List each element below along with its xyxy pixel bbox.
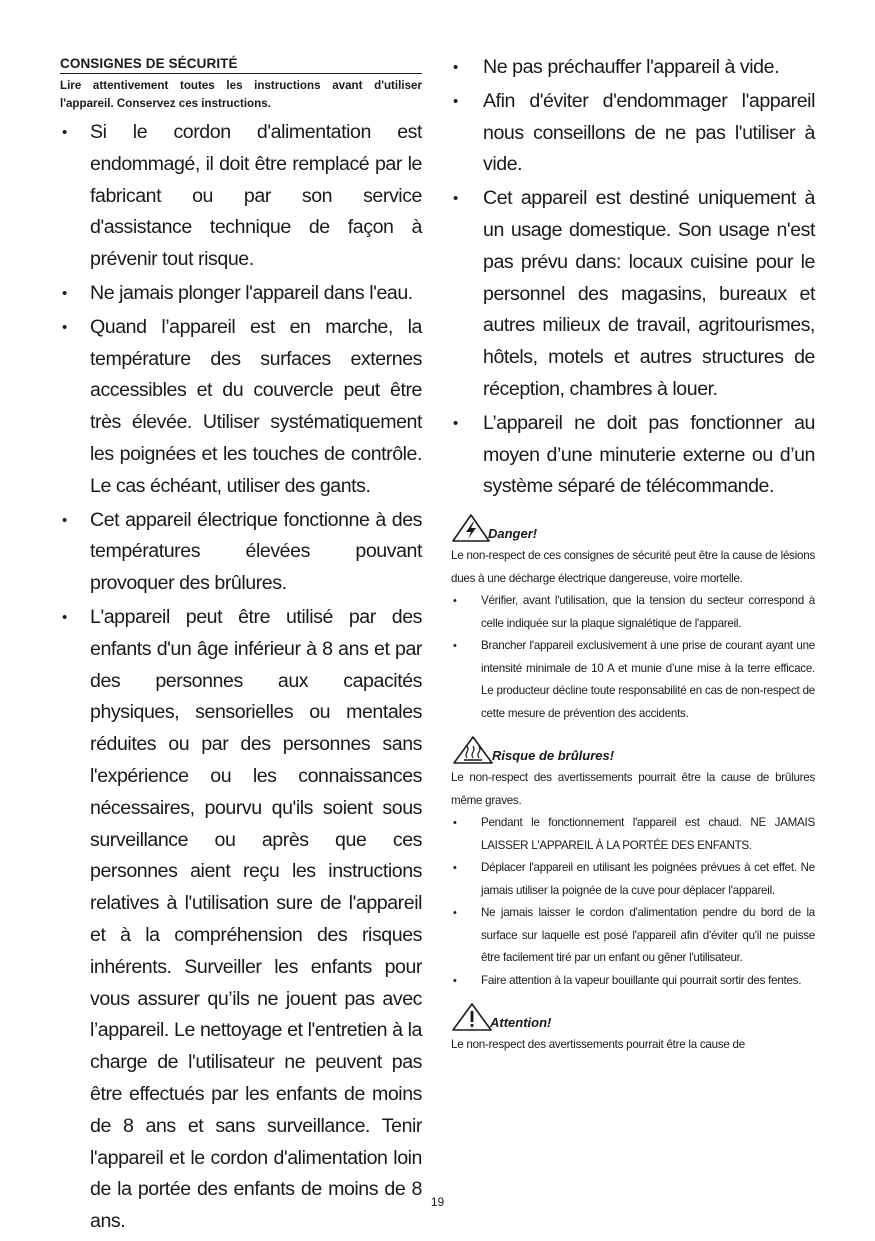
list-item: • Faire attention à la vapeur bouillante qui pourrait sortir des fentes. bbox=[451, 970, 815, 993]
list-item: • Afin d'éviter d'endommager l'appareil nous conseillons de ne pas l'utiliser à vide. bbox=[451, 86, 815, 181]
attention-heading bbox=[451, 998, 815, 1032]
list-item: • L'appareil peut être utilisé par des enfants d'un âge inférieur à 8 ans et par des personnes aux capacités physiques, sensorielles ou mentales réduites ou par des personnes sans l'expérience ou les connaissances nécessaires, pourvu qu'ils soient sous surveillance ou après que ces personnes aient reçu les instructions relatives à l'utilisation sure de l'appareil et à la compréhension des risques inhérents. Surveiller les enfants pour vous assurer qu’ils ne jouent pas avec l’appareil. Le nettoyage et l'entretien à la charge de l'utilisateur ne peuvent pas être effectués par les enfants de moins de 8 ans et sans surveillance. Tenir l'appareil et le cordon d'alimentation loin de la portée des enfants de moins de 8 ans. bbox=[60, 602, 422, 1238]
list-item: • Ne jamais plonger l'appareil dans l'eau. bbox=[60, 278, 422, 310]
danger-label: Danger! bbox=[488, 526, 538, 542]
list-item: • Cet appareil électrique fonctionne à des températures élevées pouvant provoquer des brûlures. bbox=[60, 505, 422, 600]
list-item: • Ne jamais laisser le cordon d'alimentation pendre du bord de la surface sur laquelle est posé l'appareil afin d'éviter qu'il ne puisse être facilement tiré par un enfant ou gêner l'utilisateur. bbox=[451, 902, 815, 970]
exclamation-warning-icon bbox=[451, 1002, 493, 1032]
attention-label: Attention! bbox=[490, 1015, 552, 1031]
bullet: • bbox=[62, 318, 67, 336]
danger-text: Le non-respect de ces consignes de sécurité peut être la cause de lésions dues à une décharge électrique dangereuse, voire mortelle. bbox=[451, 549, 815, 585]
list-item: • Déplacer l'appareil en utilisant les poignées prévues à cet effet. Ne jamais utiliser la poignée de la cuve pour déplacer l'appareil. bbox=[451, 857, 815, 902]
burn-label: Risque de brûlures! bbox=[492, 748, 615, 764]
list-item: • Si le cordon d'alimentation est endommagé, il doit être remplacé par le fabricant ou par son service d'assistance technique de façon à prévenir tout risque. bbox=[60, 117, 422, 276]
section-intro: Lire attentivement toutes les instructions avant d'utiliser l'appareil. Conservez ces instructions. bbox=[60, 79, 422, 110]
bullet: • bbox=[62, 124, 67, 141]
bullet: • bbox=[62, 284, 67, 302]
bullet: • bbox=[453, 414, 458, 432]
list-item: • Ne pas préchauffer l'appareil à vide. bbox=[451, 52, 815, 84]
bullet: • bbox=[453, 595, 457, 608]
right-safety-list bbox=[451, 52, 815, 503]
list-item: • Brancher l'appareil exclusivement à une prise de courant ayant une intensité minimale de 10 A et munie d’une mise à la terre efficace. Le producteur décline toute responsabilité en cas de non-respect de cette mesure de prévention des accidents. bbox=[451, 635, 815, 725]
bullet: • bbox=[453, 640, 457, 653]
burn-text: Le non-respect des avertissements pourrait être la cause de brûlures même graves. bbox=[451, 771, 815, 807]
left-safety-list bbox=[60, 117, 422, 1238]
bullet: • bbox=[453, 862, 457, 875]
bullet: • bbox=[62, 608, 67, 626]
section-title: CONSIGNES DE SÉCURITÉ bbox=[60, 52, 422, 74]
hot-surface-icon bbox=[451, 735, 495, 765]
list-item: • Pendant le fonctionnement l'appareil est chaud. NE JAMAIS LAISSER L'APPAREIL À LA PORTÉE DES ENFANTS. bbox=[451, 812, 815, 857]
bullet: • bbox=[453, 817, 457, 830]
bullet: • bbox=[453, 92, 458, 110]
list-item: • L’appareil ne doit pas fonctionner au moyen d’une minuterie externe ou d’un système séparé de télécommande. bbox=[451, 408, 815, 503]
bullet: • bbox=[453, 974, 457, 987]
electric-hazard-icon bbox=[451, 513, 491, 543]
list-item: • Vérifier, avant l'utilisation, que la tension du secteur correspond à celle indiquée sur la plaque signalétique de l'appareil. bbox=[451, 590, 815, 635]
page-number: 19 bbox=[430, 1195, 445, 1209]
bullet: • bbox=[453, 190, 458, 208]
bullet: • bbox=[453, 59, 458, 76]
right-column bbox=[451, 52, 815, 1057]
burn-list bbox=[451, 812, 815, 992]
danger-heading bbox=[451, 509, 815, 543]
list-item: • Quand l’appareil est en marche, la température des surfaces externes accessibles et du couvercle peut être très élevée. Utiliser systématiquement les poignées et les touches de contrôle. Le cas échéant, utiliser des gants. bbox=[60, 312, 422, 503]
bullet: • bbox=[62, 511, 67, 529]
burn-heading bbox=[451, 731, 815, 765]
list-item: • Cet appareil est destiné uniquement à un usage domestique. Son usage n'est pas prévu dans: locaux cuisine pour le personnel des magasins, bureaux et autres milieux de travail, agritourismes, hôtels, motels et autres structures de réception, chambres à louer. bbox=[451, 183, 815, 406]
attention-text: Le non-respect des avertissements pourrait être la cause de bbox=[451, 1038, 745, 1052]
danger-list bbox=[451, 590, 815, 725]
left-column bbox=[60, 52, 422, 1240]
bullet: • bbox=[453, 907, 457, 920]
